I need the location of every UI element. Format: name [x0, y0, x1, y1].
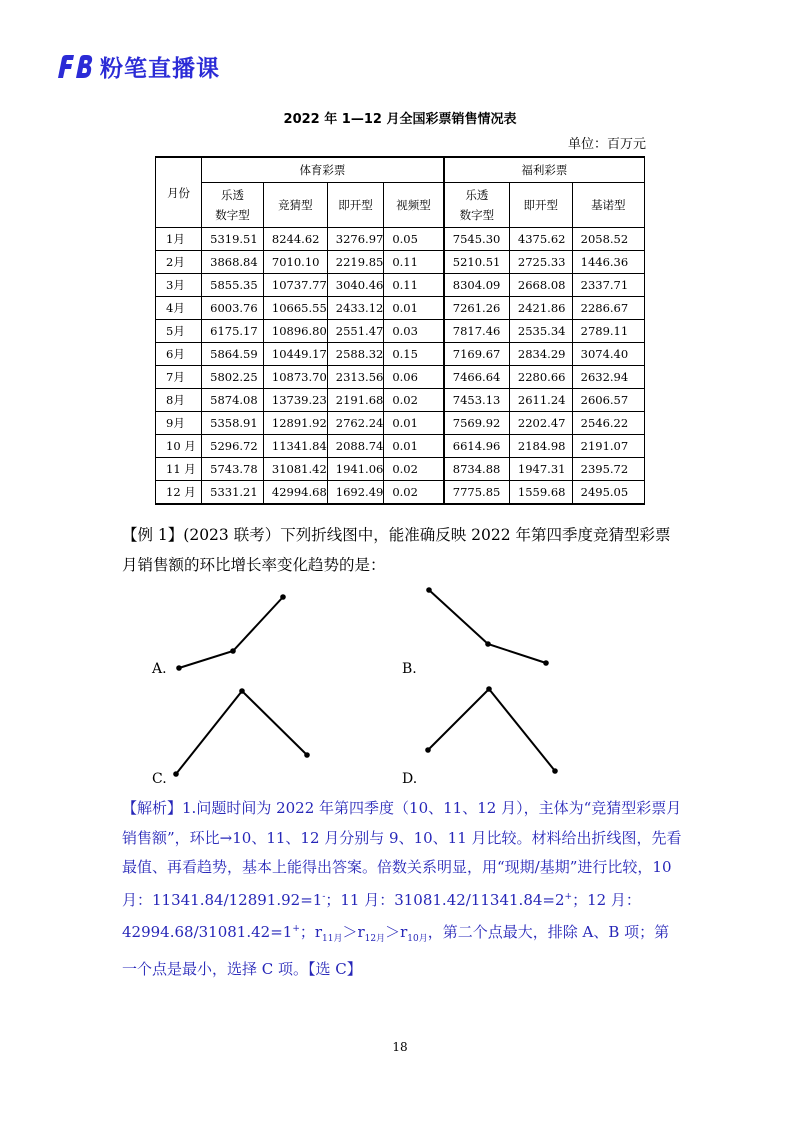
value-cell: 5743.78	[202, 458, 264, 481]
point	[485, 641, 491, 647]
page-number: 18	[392, 1040, 408, 1054]
value-cell: 10896.80	[263, 320, 327, 343]
value-cell: 0.03	[384, 320, 444, 343]
value-cell: 8734.88	[444, 458, 510, 481]
table-row	[156, 320, 645, 343]
table-row	[156, 366, 645, 389]
value-cell: 1941.06	[327, 458, 384, 481]
answer-choice: 【选 C】	[308, 959, 362, 978]
value-cell: 0.01	[384, 412, 444, 435]
point	[304, 752, 310, 758]
point	[486, 686, 492, 692]
analysis-text-1: 1.问题时间为 2022 年第四季度（10、11、12 月），主体为“竞猜型彩票月销售额”，环比→10、11、12 月分别与 9、10、11 月比较。材料给出折线图，先看最值、再看趋势，基本上能得出答案。倍数关系明显，用“现期/基期”进行比较，10 月：11341.84/12891.92=1	[122, 799, 682, 909]
column-header-text: 数字型	[459, 208, 495, 222]
value-cell: 7466.64	[444, 366, 510, 389]
value-cell: 0.02	[384, 481, 444, 505]
month-cell: 6月	[156, 343, 202, 366]
value-cell: 1559.68	[509, 481, 572, 505]
column-header-text: 竞猜型	[278, 198, 313, 212]
header-month: 月份	[156, 157, 202, 228]
table-row	[156, 274, 645, 297]
table-row	[156, 412, 645, 435]
value-cell: 2495.05	[572, 481, 644, 505]
column-header	[202, 183, 264, 228]
value-cell: 7261.26	[444, 297, 510, 320]
analysis-text-5: ，第二个点最大，排除 A、B 项；第一个点是最小，选择 C 项。	[122, 923, 670, 978]
fb-logo-icon	[56, 54, 94, 80]
column-header-text: 乐透	[465, 188, 489, 202]
value-cell: 2834.29	[509, 343, 572, 366]
value-cell: 13739.23	[263, 389, 327, 412]
value-cell: 2184.98	[509, 435, 572, 458]
column-header-text: 视频型	[396, 198, 431, 212]
value-cell: 2191.68	[327, 389, 384, 412]
value-cell: 2280.66	[509, 366, 572, 389]
point	[176, 665, 182, 671]
lottery-sales-table	[155, 156, 645, 505]
greater-than: ＞r	[342, 923, 365, 941]
month-cell: 9月	[156, 412, 202, 435]
question-text: 【例 1】(2023 联考）下列折线图中，能准确反映 2022 年第四季度竞猜型彩票月销售额的环比增长率变化趋势的是：	[122, 526, 671, 574]
value-cell: 2762.24	[327, 412, 384, 435]
option-d-line-chart	[418, 680, 568, 780]
value-cell: 2551.47	[327, 320, 384, 343]
value-cell: 5855.35	[202, 274, 264, 297]
answer-analysis	[122, 794, 684, 984]
value-cell: 7010.10	[263, 251, 327, 274]
header-sports-lottery: 体育彩票	[202, 157, 444, 183]
table-title: 2022 年 1—12 月全国彩票销售情况表	[283, 112, 517, 127]
analysis-text-4: ；r	[299, 923, 323, 941]
value-cell: 5331.21	[202, 481, 264, 505]
table-row	[156, 297, 645, 320]
value-cell: 10665.55	[263, 297, 327, 320]
value-cell: 2789.11	[572, 320, 644, 343]
month-cell: 2月	[156, 251, 202, 274]
month-cell: 4月	[156, 297, 202, 320]
header-welfare-lottery: 福利彩票	[444, 157, 645, 183]
value-cell: 2433.12	[327, 297, 384, 320]
point	[239, 688, 245, 694]
value-cell: 0.11	[384, 274, 444, 297]
table-row	[156, 481, 645, 505]
analysis-text-3: ；12 月：42994.68/31081.42=1	[122, 890, 641, 941]
value-cell: 10449.17	[263, 343, 327, 366]
value-cell: 0.02	[384, 389, 444, 412]
table-row	[156, 458, 645, 481]
column-header	[444, 183, 510, 228]
value-cell: 5874.08	[202, 389, 264, 412]
column-header-text: 乐透	[221, 188, 244, 202]
table-row	[156, 251, 645, 274]
value-cell: 0.01	[384, 297, 444, 320]
value-cell: 11341.84	[263, 435, 327, 458]
value-cell: 7569.92	[444, 412, 510, 435]
point	[173, 771, 179, 777]
analysis-text-2: ；11 月：31081.42/11341.84=2	[325, 890, 565, 909]
option-c-label: C.	[152, 771, 167, 787]
value-cell: 2202.47	[509, 412, 572, 435]
value-cell: 2191.07	[572, 435, 644, 458]
table-row	[156, 435, 645, 458]
option-b-line-chart	[420, 582, 560, 672]
month-cell: 7月	[156, 366, 202, 389]
column-header-text: 即开型	[338, 198, 373, 212]
value-cell: 4375.62	[509, 228, 572, 251]
subscript-oct: 10月	[407, 934, 428, 944]
point	[425, 747, 431, 753]
value-cell: 2286.67	[572, 297, 644, 320]
value-cell: 2668.08	[509, 274, 572, 297]
greater-than: ＞r	[385, 923, 408, 941]
value-cell: 7545.30	[444, 228, 510, 251]
value-cell: 0.05	[384, 228, 444, 251]
option-d-label: D.	[402, 771, 418, 787]
option-a-label: A.	[152, 661, 167, 677]
table-unit: 单位：百万元	[567, 137, 646, 152]
table-row	[156, 389, 645, 412]
value-cell: 0.02	[384, 458, 444, 481]
value-cell: 2395.72	[572, 458, 644, 481]
month-cell: 5月	[156, 320, 202, 343]
approx-plus: +	[292, 924, 300, 934]
point	[280, 594, 286, 600]
subscript-dec: 12月	[364, 934, 386, 944]
month-cell: 8月	[156, 389, 202, 412]
value-cell: 0.01	[384, 435, 444, 458]
approx-minus: -	[322, 891, 326, 902]
value-cell: 3040.46	[327, 274, 384, 297]
value-cell: 10737.77	[263, 274, 327, 297]
month-cell: 10 月	[156, 435, 202, 458]
value-cell: 2546.22	[572, 412, 644, 435]
value-cell: 2337.71	[572, 274, 644, 297]
point	[426, 587, 432, 593]
option-b-label: B.	[402, 661, 417, 677]
value-cell: 6614.96	[444, 435, 510, 458]
month-cell: 3月	[156, 274, 202, 297]
analysis-tag: 【解析】	[122, 799, 183, 817]
column-header-text: 即开型	[523, 198, 558, 212]
value-cell: 7817.46	[444, 320, 510, 343]
value-cell: 7453.13	[444, 389, 510, 412]
value-cell: 2058.52	[572, 228, 644, 251]
value-cell: 2725.33	[509, 251, 572, 274]
value-cell: 5864.59	[202, 343, 264, 366]
value-cell: 1692.49	[327, 481, 384, 505]
value-cell: 5296.72	[202, 435, 264, 458]
value-cell: 1947.31	[509, 458, 572, 481]
value-cell: 2611.24	[509, 389, 572, 412]
value-cell: 7775.85	[444, 481, 510, 505]
value-cell: 0.11	[384, 251, 444, 274]
value-cell: 0.06	[384, 366, 444, 389]
point	[230, 648, 236, 654]
value-cell: 12891.92	[263, 412, 327, 435]
option-a-line-chart	[170, 590, 300, 680]
month-cell: 12 月	[156, 481, 202, 505]
option-c-line-chart	[166, 682, 316, 782]
value-cell: 0.15	[384, 343, 444, 366]
value-cell: 6175.17	[202, 320, 264, 343]
value-cell: 2535.34	[509, 320, 572, 343]
subscript-nov: 11月	[322, 934, 343, 944]
value-cell: 2219.85	[327, 251, 384, 274]
logo-text: 粉笔直播课	[100, 56, 220, 82]
value-cell: 5210.51	[444, 251, 510, 274]
value-cell: 2632.94	[572, 366, 644, 389]
value-cell: 2313.56	[327, 366, 384, 389]
value-cell: 3868.84	[202, 251, 264, 274]
brand-logo	[56, 50, 220, 83]
month-cell: 11 月	[156, 458, 202, 481]
column-header-text: 数字型	[215, 208, 250, 222]
point	[543, 660, 549, 666]
value-cell: 2588.32	[327, 343, 384, 366]
value-cell: 31081.42	[263, 458, 327, 481]
value-cell: 5319.51	[202, 228, 264, 251]
column-header	[263, 183, 327, 228]
column-header	[384, 183, 444, 228]
value-cell: 10873.70	[263, 366, 327, 389]
column-header	[572, 183, 644, 228]
value-cell: 2606.57	[572, 389, 644, 412]
point	[552, 768, 558, 774]
value-cell: 2088.74	[327, 435, 384, 458]
column-header-text: 基诺型	[591, 198, 626, 212]
month-cell: 1月	[156, 228, 202, 251]
value-cell: 3276.97	[327, 228, 384, 251]
value-cell: 7169.67	[444, 343, 510, 366]
table-row	[156, 228, 645, 251]
value-cell: 5358.91	[202, 412, 264, 435]
column-header	[509, 183, 572, 228]
value-cell: 5802.25	[202, 366, 264, 389]
approx-plus: +	[564, 891, 573, 902]
value-cell: 2421.86	[509, 297, 572, 320]
value-cell: 3074.40	[572, 343, 644, 366]
value-cell: 1446.36	[572, 251, 644, 274]
value-cell: 8244.62	[263, 228, 327, 251]
value-cell: 42994.68	[263, 481, 327, 505]
table-row	[156, 343, 645, 366]
value-cell: 8304.09	[444, 274, 510, 297]
column-header	[327, 183, 384, 228]
value-cell: 6003.76	[202, 297, 264, 320]
